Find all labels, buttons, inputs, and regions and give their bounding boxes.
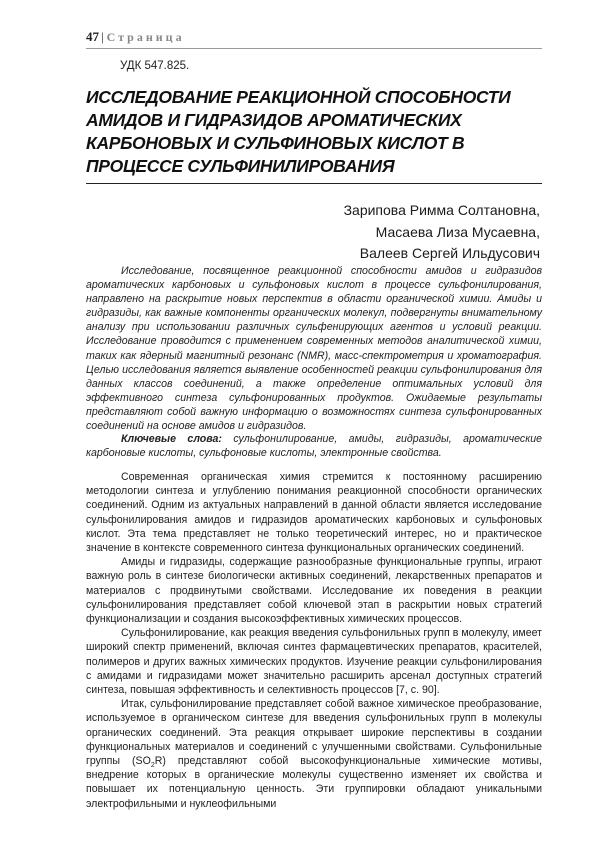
page-header	[86, 28, 542, 49]
keywords-text: сульфонилирование, амиды, гидразиды, ароматические карбоновые кислоты, сульфоновые кислоты, электронные свойства.	[86, 433, 543, 460]
body-paragraph: Амиды и гидразиды, содержащие разнообразные функциональные группы, играют важную роль в синтезе биологически активных соединений, лекарственных препаратов и материалов с продвинутыми свойствами. Исследование их поведения в реакции сульфонилирования представляет собой ключевой этап в раскрытии новых стратегий функционализации и создания высокоэффективных химических процессов.	[86, 556, 542, 626]
article-body	[86, 470, 542, 811]
author-name: Валеев Сергей Ильдусович	[359, 245, 540, 261]
title-divider	[86, 183, 542, 184]
udk-code: УДК 547.825.	[120, 60, 190, 72]
author-name: Масаева Лиза Мусаевна,	[375, 223, 540, 240]
author-list	[344, 200, 540, 265]
keywords-label: Ключевые слова:	[121, 433, 222, 445]
body-paragraph: Сульфонилирование, как реакция введения сульфонильных групп в молекулу, имеет широкий спектр применений, включая синтез фармацевтических препаратов, красителей, полимеров и других важных химических продуктов. Изучение реакции сульфонилирования с амидами и гидразидами может значительно расширить арсенал доступных стратегий синтеза, повышая эффективность и селективность процессов [7, с. 90].	[86, 627, 542, 697]
header-page-word: Страница	[106, 30, 185, 44]
header-separator: |	[101, 29, 104, 44]
page-number: 47	[86, 29, 99, 44]
abstract: Исследование, посвященное реакционной способности амидов и гидразидов ароматических карбоновых и сульфоновых кислот в процессе сульфонилирования, направлено на раскрытие новых перспектив в области органической химии. Амиды и гидразиды, как важные компоненты органических молекул, подвергнуты внимательному анализу при использовании различных сульфенирующих агентов и условий реакции. Исследование проводится с применением современных методов аналитической химии, таких как ядерный магнитный резонанс (NMR), масс-спектрометрия и хроматография. Целью исследования является выявление особенностей реакции сульфонилирования для данных классов соединений, а также определение оптимальных условий для эффективного синтеза сульфонированных продуктов. Ожидаемые результаты представляют собой важную информацию о возможностях синтеза сульфонированных соединений на основе амидов и гидразидов.	[86, 265, 542, 433]
keywords	[86, 432, 542, 460]
author-name: Зарипова Римма Солтановна,	[343, 202, 540, 218]
body-paragraph: Современная органическая химия стремится к постоянному расширению методологии синтеза и углублению понимания реакционной способности органических соединений. Одним из актуальных направлений в данной области является исследование сульфонилирования амидов и гидразидов ароматических карбоновых и сульфоновых кислот. Эта тема представляет не только теоретический интерес, но и практическое значение в контексте современного синтеза функциональных органических соединений.	[86, 471, 542, 555]
article-title: ИССЛЕДОВАНИЕ РЕАКЦИОННОЙ СПОСОБНОСТИ АМИДОВ И ГИДРАЗИДОВ АРОМАТИЧЕСКИХ КАРБОНОВЫХ И СУЛЬФИНОВЫХ КИСЛОТ В ПРОЦЕССЕ СУЛЬФИНИЛИРОВАНИЯ	[86, 87, 511, 176]
body-paragraph: Итак, сульфонилирование представляет собой важное химическое преобразование, используемое в органическом синтезе для введения сульфонильных групп в молекулы органических соединений. Эта реакция открывает широкие перспективы в создании функциональных материалов и соединений с улучшенными свойствами. Сульфонильные группы $(SO_2R)$ представляют собой высокофункциональные химические мотивы, внедрение которых в органические молекулы существенно изменяет их свойства и повышает их потенциальную ценность. Эти группировки обладают уникальными электрофильными и нуклеофильными	[86, 698, 542, 810]
